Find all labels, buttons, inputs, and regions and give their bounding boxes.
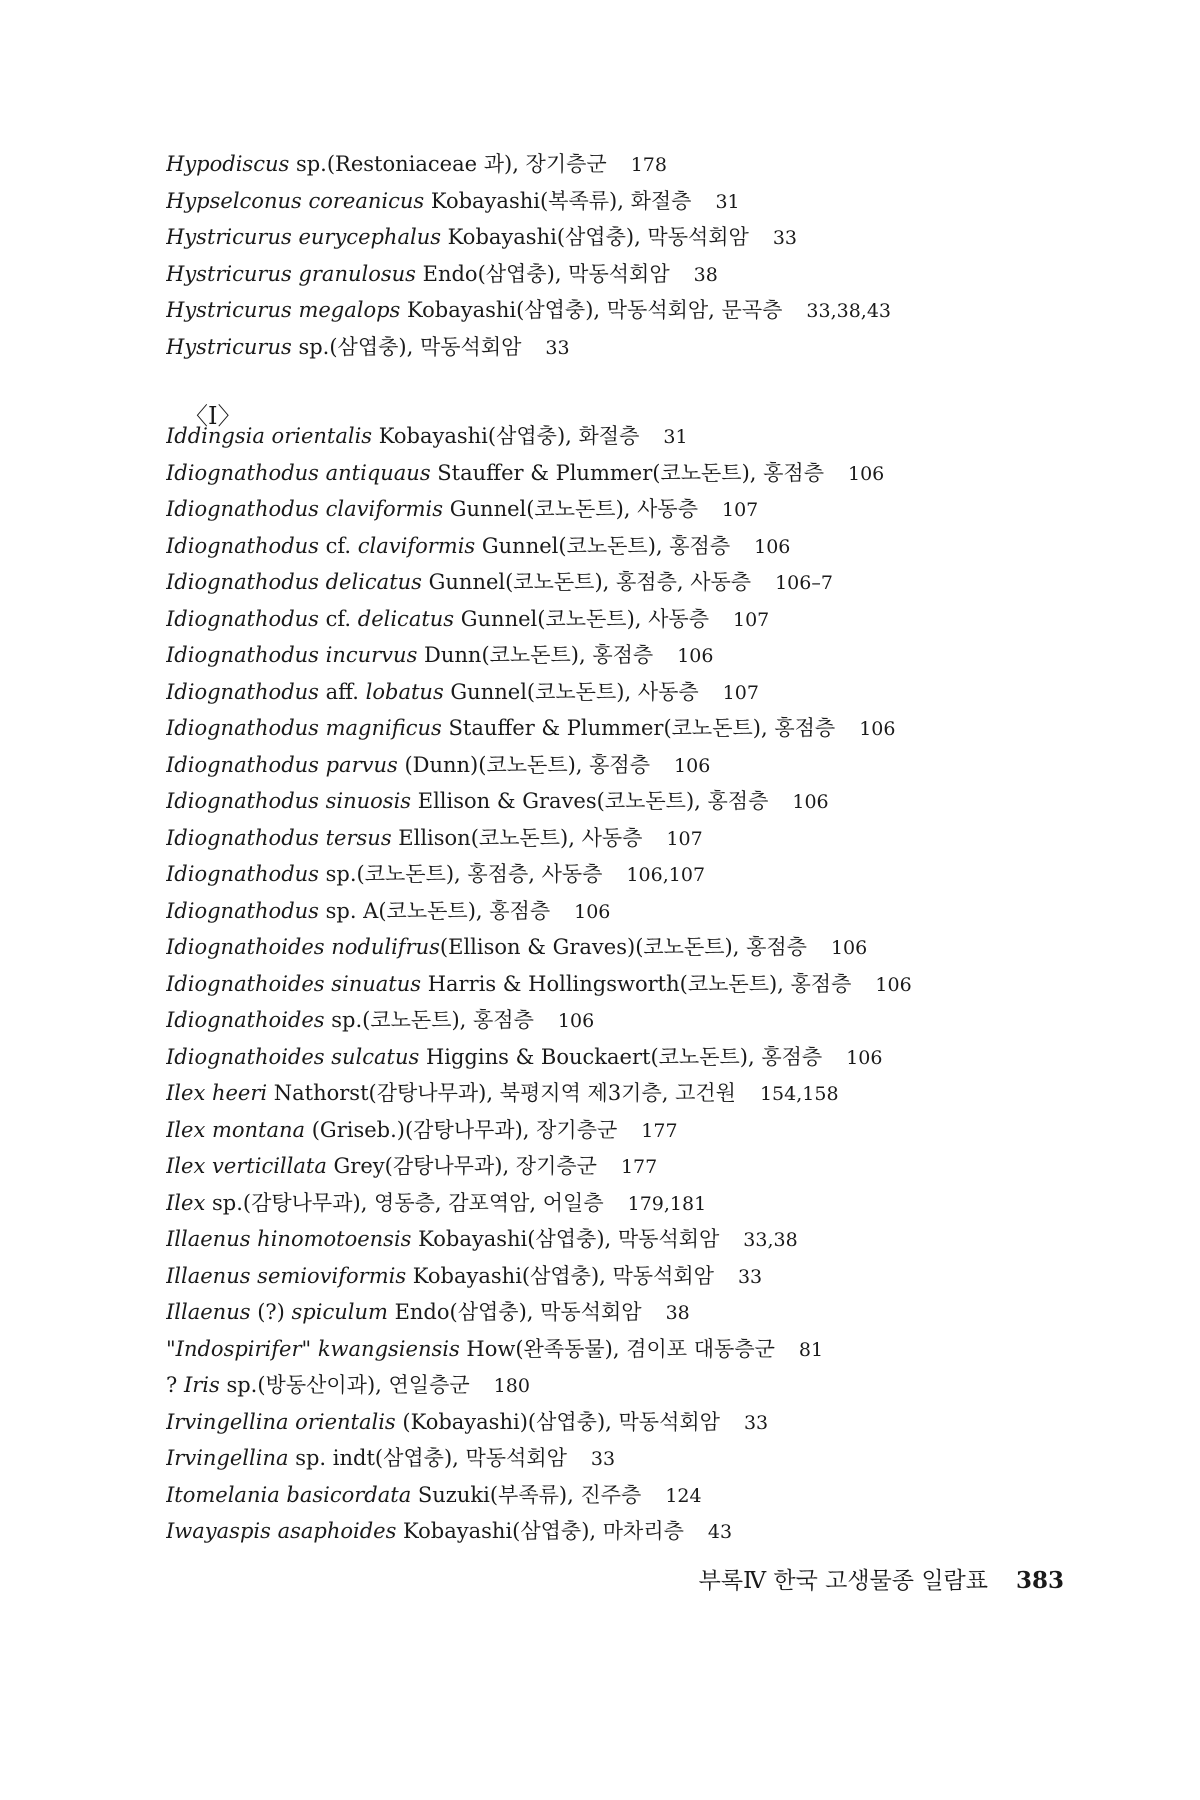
formation-text: , 연일층군 bbox=[375, 1373, 470, 1397]
taxon-group: (코노돈트) bbox=[356, 862, 455, 886]
species-entry bbox=[166, 1004, 1156, 1041]
page-refs: 38 bbox=[665, 1302, 690, 1324]
page-refs: 106–7 bbox=[775, 572, 833, 594]
taxon-name: Hystricurus bbox=[166, 334, 292, 359]
taxon-name: Iwayaspis asaphoides bbox=[166, 1519, 397, 1543]
taxon-group: (Restoniaceae 과) bbox=[326, 152, 513, 176]
author-text: sp. bbox=[289, 152, 327, 176]
species-entry bbox=[166, 895, 1156, 932]
taxon-group: (코노돈트) bbox=[652, 460, 750, 485]
author-text: Gunnel bbox=[475, 533, 559, 558]
author-text: aff. bbox=[318, 679, 366, 704]
author-text: Gunnel bbox=[443, 679, 527, 704]
taxon-name: Idiognathodus bbox=[166, 533, 319, 558]
taxon-name: Iddingsia orientalis bbox=[166, 424, 373, 448]
formation-text: , 홍점층 bbox=[777, 971, 852, 996]
taxon-name: Ilex montana bbox=[166, 1117, 306, 1142]
page-refs: 106 bbox=[792, 791, 829, 813]
page-refs: 107 bbox=[721, 499, 759, 521]
formation-text: , 홍점층 bbox=[747, 1044, 823, 1069]
species-entry bbox=[166, 457, 1156, 494]
page-refs: 106 bbox=[574, 900, 611, 923]
page-refs: 179,181 bbox=[627, 1192, 707, 1215]
author-text: sp. bbox=[205, 1190, 243, 1215]
species-entry bbox=[166, 1077, 1156, 1114]
species-entry bbox=[166, 639, 1156, 676]
species-entry bbox=[166, 148, 1156, 185]
entry-prefix: ? bbox=[166, 1373, 184, 1397]
author-text: Ellison & Graves bbox=[411, 789, 597, 813]
taxon-name: Hypodiscus bbox=[166, 152, 290, 176]
taxon-name: Idiognathoides sulcatus bbox=[166, 1044, 420, 1069]
taxon-name: Ilex verticillata bbox=[166, 1154, 327, 1178]
taxon-epithet: spiculum bbox=[291, 1300, 388, 1324]
page-refs: 106 bbox=[557, 1010, 595, 1032]
species-entry bbox=[166, 1223, 1156, 1260]
formation-text: , 사동층 bbox=[568, 825, 643, 850]
taxon-name: Ilex bbox=[166, 1190, 206, 1215]
page-refs: 31 bbox=[663, 426, 688, 448]
page-refs: 106 bbox=[859, 718, 896, 740]
page-refs: 106 bbox=[846, 1046, 883, 1069]
taxon-name: Idiognathodus antiquaus bbox=[166, 460, 431, 485]
formation-text: , 홍점층 bbox=[475, 898, 551, 923]
formation-text: , 홍점층 bbox=[575, 752, 651, 777]
formation-text: , 막동석회암 bbox=[554, 261, 670, 286]
author-text: (Griseb.) bbox=[305, 1117, 405, 1142]
taxon-name: "Indospirifer" kwangsiensis bbox=[166, 1336, 460, 1361]
author-text: (Kobayashi) bbox=[395, 1409, 528, 1434]
taxon-name: Illaenus semioviformis bbox=[166, 1263, 407, 1288]
author-text: Stauffer & Plummer bbox=[430, 460, 653, 485]
author-text: Gunnel bbox=[443, 497, 527, 521]
formation-text: , 화절층 bbox=[617, 188, 692, 213]
species-entry bbox=[166, 493, 1156, 530]
formation-text: , 영동층, 감포역암, 어일층 bbox=[360, 1190, 604, 1215]
page-refs: 107 bbox=[733, 608, 770, 631]
formation-text: , 홍점층 bbox=[655, 533, 731, 558]
formation-text: , 막동석회암 bbox=[604, 1227, 720, 1251]
taxon-group: (삼엽충) bbox=[449, 1300, 527, 1324]
species-entry bbox=[166, 676, 1156, 713]
formation-text: , 장기층군 bbox=[512, 152, 607, 176]
species-entry bbox=[166, 1114, 1156, 1151]
taxon-name: Hystricurus megalops bbox=[166, 298, 401, 322]
taxon-group: (코노돈트) bbox=[650, 1044, 748, 1069]
taxon-epithet: delicatus bbox=[357, 606, 455, 631]
author-text: sp. bbox=[291, 334, 330, 359]
species-entry bbox=[166, 858, 1156, 895]
formation-text: , 홍점층 bbox=[459, 1008, 534, 1032]
author-text: cf. bbox=[318, 606, 358, 631]
page-refs: 106 bbox=[848, 462, 885, 485]
species-entry bbox=[166, 221, 1156, 258]
taxon-group: (코노돈트) bbox=[635, 935, 733, 959]
formation-text: , 막동석회암, 문곡층 bbox=[593, 298, 783, 322]
page-refs: 33,38 bbox=[743, 1229, 798, 1251]
page-refs: 178 bbox=[630, 154, 667, 176]
author-text: Harris & Hollingsworth bbox=[421, 971, 680, 996]
formation-text: , 막동석회암 bbox=[526, 1300, 642, 1324]
species-entry bbox=[166, 968, 1156, 1005]
page-refs: 180 bbox=[493, 1375, 530, 1397]
author-text: Kobayashi bbox=[400, 298, 517, 322]
taxon-group: (삼엽충) bbox=[516, 298, 594, 322]
page-refs: 106 bbox=[677, 645, 714, 667]
formation-text: , 막동석회암 bbox=[634, 225, 749, 249]
taxon-group: (감탕나무과) bbox=[404, 1117, 523, 1142]
page-refs: 177 bbox=[620, 1156, 658, 1178]
page-number: 383 bbox=[1015, 1567, 1064, 1594]
taxon-group: (삼엽충) bbox=[521, 1263, 600, 1288]
taxon-group: (코노돈트) bbox=[537, 606, 635, 631]
species-entry bbox=[166, 258, 1156, 295]
species-entry bbox=[166, 931, 1156, 968]
taxon-group: (삼엽충) bbox=[374, 1446, 453, 1470]
species-entry bbox=[166, 530, 1156, 567]
formation-text: , 화절층 bbox=[565, 424, 640, 448]
author-text: sp. bbox=[324, 1008, 363, 1032]
taxon-group: (삼엽충) bbox=[556, 225, 635, 249]
formation-text: , 진주층 bbox=[567, 1482, 642, 1507]
author-text: sp. bbox=[219, 1373, 258, 1397]
species-entry bbox=[166, 1260, 1156, 1297]
species-entry bbox=[166, 1150, 1156, 1187]
taxon-group: (감탕나무과) bbox=[242, 1190, 361, 1215]
formation-text: , 장기층군 bbox=[502, 1154, 597, 1178]
taxon-name: Idiognathodus incurvus bbox=[166, 643, 418, 667]
taxon-name: Iris bbox=[183, 1373, 220, 1397]
taxon-group: (코노돈트) bbox=[679, 971, 778, 996]
formation-text: , 막동석회암 bbox=[605, 1409, 720, 1434]
author-text: (Ellison & Graves) bbox=[439, 935, 636, 959]
page-refs: 177 bbox=[641, 1119, 678, 1142]
taxon-group: (코노돈트) bbox=[478, 752, 576, 777]
species-entry bbox=[166, 822, 1156, 859]
species-list-i bbox=[166, 420, 1156, 1552]
section-heading: 〈I〉 bbox=[184, 402, 242, 430]
formation-text: , 홍점층 bbox=[578, 643, 654, 667]
page-refs: 43 bbox=[707, 1521, 733, 1543]
taxon-name: Idiognathodus bbox=[166, 898, 319, 923]
species-entry bbox=[166, 1406, 1156, 1443]
formation-text: , 막동석회암 bbox=[452, 1446, 567, 1470]
taxon-group: (삼엽충) bbox=[477, 261, 555, 286]
taxon-group: (복족류) bbox=[539, 188, 618, 213]
author-text: Kobayashi bbox=[406, 1263, 522, 1288]
taxon-group: (삼엽충) bbox=[527, 1227, 605, 1251]
taxon-group: (코노돈트) bbox=[663, 716, 761, 740]
taxon-name: Ilex heeri bbox=[166, 1081, 268, 1105]
formation-text: , 홍점층 bbox=[694, 789, 769, 813]
taxon-name: Idiognathodus sinuosis bbox=[166, 789, 412, 813]
page-refs: 106 bbox=[754, 535, 791, 558]
taxon-name: Irvingellina orientalis bbox=[166, 1409, 396, 1434]
species-entry bbox=[166, 1442, 1156, 1479]
taxon-group: (감탕나무과) bbox=[384, 1154, 503, 1178]
taxon-name: Idiognathodus bbox=[166, 606, 319, 631]
taxon-group: (코노돈트) bbox=[558, 533, 656, 558]
taxon-name: Idiognathoides nodulifrus bbox=[166, 935, 440, 959]
page-refs: 33 bbox=[737, 1265, 763, 1288]
author-text: sp. indt bbox=[288, 1446, 375, 1470]
formation-text: , 홍점층, 사동층 bbox=[602, 570, 752, 594]
author-text: (Dunn) bbox=[397, 752, 479, 777]
taxon-group: (코노돈트) bbox=[505, 570, 603, 594]
page-refs: 106,107 bbox=[626, 864, 706, 886]
species-entry bbox=[166, 566, 1156, 603]
formation-text: , 장기층군 bbox=[522, 1117, 618, 1142]
page-refs: 33,38,43 bbox=[806, 300, 892, 322]
taxon-name: Idiognathodus claviformis bbox=[166, 497, 444, 521]
taxon-name: Idiognathodus tersus bbox=[166, 825, 392, 850]
species-entry bbox=[166, 185, 1156, 222]
taxon-name: Idiognathodus magnificus bbox=[166, 716, 442, 740]
author-text: Ellison bbox=[391, 825, 471, 850]
taxon-group: (감탕나무과) bbox=[368, 1081, 487, 1105]
formation-text: , 북평지역 제3기층, 고건원 bbox=[486, 1081, 736, 1105]
species-list-h bbox=[166, 148, 1156, 367]
formation-text: , 홍점층 bbox=[732, 935, 807, 959]
species-entry bbox=[166, 1369, 1156, 1406]
author-text: Kobayashi bbox=[396, 1519, 513, 1543]
species-entry bbox=[166, 785, 1156, 822]
taxon-name: Irvingellina bbox=[166, 1446, 289, 1470]
taxon-name: Idiognathodus bbox=[166, 679, 319, 704]
species-entry bbox=[166, 331, 1156, 368]
species-entry bbox=[166, 294, 1156, 331]
taxon-group: (방동산이과) bbox=[257, 1373, 376, 1397]
taxon-group: (코노돈트) bbox=[481, 643, 579, 667]
species-entry bbox=[166, 1333, 1156, 1370]
author-text: Kobayashi bbox=[424, 188, 540, 213]
taxon-group: (코노돈트) bbox=[526, 679, 625, 704]
author-text: Kobayashi bbox=[372, 424, 488, 448]
author-text: sp. bbox=[318, 862, 357, 886]
taxon-group: (부족류) bbox=[489, 1482, 568, 1507]
taxon-name: Idiognathoides sinuatus bbox=[166, 971, 422, 996]
taxon-group: (삼엽충) bbox=[527, 1409, 606, 1434]
author-text: Dunn bbox=[417, 643, 482, 667]
author-text: Endo bbox=[387, 1300, 450, 1324]
species-entry bbox=[166, 1515, 1156, 1552]
page-refs: 107 bbox=[666, 827, 703, 850]
species-entry bbox=[166, 1296, 1156, 1333]
taxon-epithet: claviformis bbox=[357, 533, 476, 558]
formation-text: , 홍점층, 사동층 bbox=[454, 862, 603, 886]
page-refs: 107 bbox=[722, 681, 759, 704]
author-text: Grey bbox=[326, 1154, 385, 1178]
formation-text: , 막동석회암 bbox=[406, 334, 522, 359]
taxon-group: (완족동물) bbox=[515, 1336, 613, 1361]
author-text: Endo bbox=[415, 261, 478, 286]
page-refs: 33 bbox=[545, 336, 570, 359]
taxon-group: (코노돈트) bbox=[526, 497, 624, 521]
species-entry bbox=[166, 420, 1156, 457]
formation-text: , 마차리층 bbox=[589, 1519, 684, 1543]
species-entry bbox=[166, 1187, 1156, 1224]
taxon-name: Illaenus bbox=[166, 1300, 251, 1324]
formation-text: , 사동층 bbox=[634, 606, 709, 631]
author-text: sp. A bbox=[318, 898, 379, 923]
page-refs: 124 bbox=[665, 1484, 702, 1507]
taxon-name: Itomelania basicordata bbox=[166, 1482, 412, 1507]
author-text: How bbox=[459, 1336, 516, 1361]
taxon-group: (코노돈트) bbox=[470, 825, 569, 850]
author-text: Kobayashi bbox=[441, 225, 557, 249]
page-refs: 38 bbox=[693, 263, 718, 286]
taxon-name: Illaenus hinomotoensis bbox=[166, 1227, 412, 1251]
species-entry bbox=[166, 1479, 1156, 1516]
formation-text: , 막동석회암 bbox=[599, 1263, 714, 1288]
species-entry bbox=[166, 1041, 1156, 1078]
author-text: Kobayashi bbox=[411, 1227, 528, 1251]
taxon-name: Hystricurus granulosus bbox=[166, 261, 416, 286]
taxon-group: (삼엽충) bbox=[487, 424, 566, 448]
page-refs: 106 bbox=[875, 973, 912, 996]
formation-text: , 홍점층 bbox=[760, 716, 836, 740]
taxon-name: Idiognathodus parvus bbox=[166, 752, 398, 777]
page-refs: 31 bbox=[715, 190, 740, 213]
formation-text: , 홍점층 bbox=[749, 460, 824, 485]
taxon-name: Hystricurus eurycephalus bbox=[166, 225, 441, 249]
taxon-group: (삼엽충) bbox=[329, 334, 407, 359]
author-text: cf. bbox=[318, 533, 358, 558]
formation-text: , 사동층 bbox=[623, 497, 698, 521]
page-refs: 81 bbox=[798, 1338, 824, 1361]
taxon-group: (코노돈트) bbox=[378, 898, 476, 923]
taxon-group: (코노돈트) bbox=[596, 789, 695, 813]
page-refs: 33 bbox=[590, 1448, 616, 1470]
author-text: (?) bbox=[250, 1300, 292, 1324]
author-text: Higgins & Bouckaert bbox=[419, 1044, 651, 1069]
appendix-title: 부록Ⅳ 한국 고생물종 일람표 bbox=[698, 1568, 988, 1594]
page-refs: 33 bbox=[743, 1411, 769, 1434]
taxon-epithet: lobatus bbox=[365, 679, 444, 704]
species-entry bbox=[166, 749, 1156, 786]
taxon-name: Idiognathodus bbox=[166, 862, 319, 886]
taxon-name: Idiognathoides bbox=[166, 1008, 325, 1032]
page-footer bbox=[699, 1562, 1064, 1595]
taxon-name: Hypselconus coreanicus bbox=[166, 188, 425, 213]
author-text: Suzuki bbox=[411, 1482, 490, 1507]
author-text: Gunnel bbox=[454, 606, 538, 631]
taxon-group: (코노돈트) bbox=[362, 1008, 460, 1032]
author-text: Stauffer & Plummer bbox=[441, 716, 664, 740]
author-text: Gunnel bbox=[421, 570, 506, 594]
page-refs: 154,158 bbox=[759, 1083, 839, 1105]
author-text: Nathorst bbox=[267, 1081, 369, 1105]
page-refs: 106 bbox=[830, 937, 868, 959]
species-entry bbox=[166, 712, 1156, 749]
formation-text: , 사동층 bbox=[624, 679, 699, 704]
formation-text: , 겸이포 대동층군 bbox=[612, 1336, 775, 1361]
page-refs: 106 bbox=[674, 754, 711, 777]
page-refs: 33 bbox=[772, 227, 798, 249]
taxon-group: (삼엽충) bbox=[512, 1519, 590, 1543]
taxon-name: Idiognathodus delicatus bbox=[166, 570, 422, 594]
species-entry bbox=[166, 603, 1156, 640]
